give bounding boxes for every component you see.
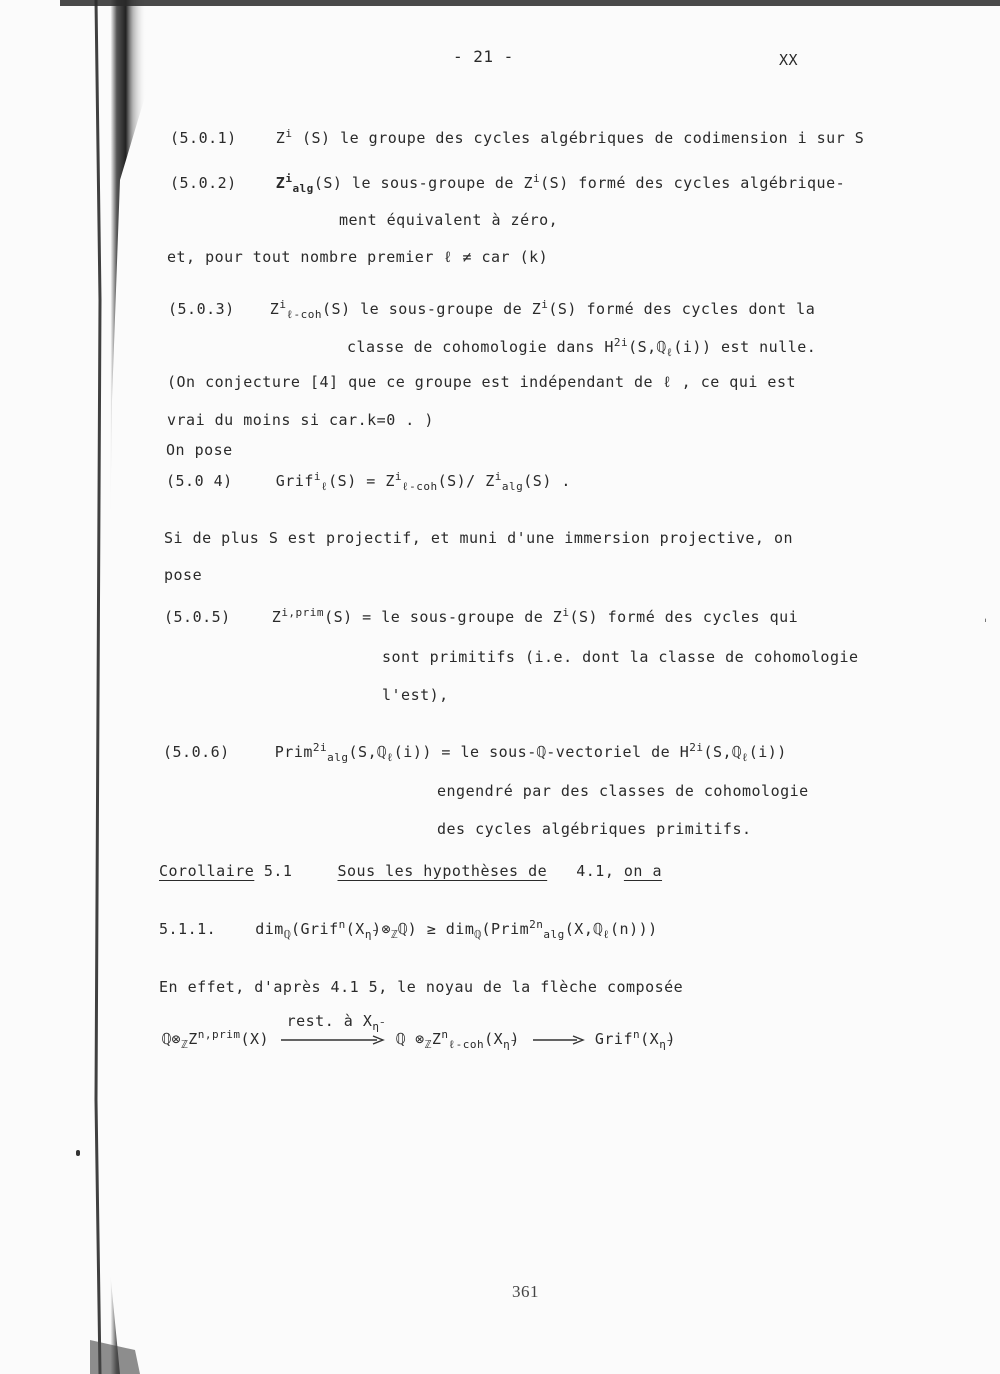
sym-z: Z <box>275 129 286 147</box>
text: ) <box>666 1030 676 1048</box>
sup: 2i <box>689 741 704 754</box>
sub: ℓ-coh <box>448 1038 485 1051</box>
cont-5-0-3 <box>347 336 816 360</box>
text-5-0-3: (S) le sous-groupe de Z <box>322 300 542 318</box>
sub: alg <box>292 182 314 195</box>
corollary-5-1 <box>159 862 662 880</box>
label-5-0-5: (5.0.5) <box>164 608 231 626</box>
sup: n,prim <box>197 1028 241 1041</box>
scan-top-edge <box>60 0 1000 6</box>
sup: i <box>533 172 541 185</box>
label-5-0-6: (5.0.6) <box>163 743 230 761</box>
text-5-0-2: (S) le sous-groupe de Z <box>313 174 534 192</box>
text: (X <box>484 1030 504 1048</box>
text: (S)/ Z <box>437 472 495 490</box>
text: on a <box>623 862 663 880</box>
text-5-0-2b: (S) formé des cycles algébrique- <box>540 174 846 192</box>
text: rest. à X <box>286 1011 373 1030</box>
sub: ℤ <box>391 928 399 941</box>
sub: η̄ <box>503 1038 511 1051</box>
text: (X) <box>240 1030 270 1048</box>
en-effet-line: En effet, d'après 4.1 5, le noyau de la flèche composée <box>159 978 684 996</box>
text: (X <box>345 920 365 938</box>
vrai-line: vrai du moins si car.k=0 . ) <box>167 411 434 429</box>
sym-z: Z <box>269 300 280 318</box>
text: (S) . <box>523 472 571 490</box>
page-header-number: - 21 - <box>453 47 514 66</box>
text: (Prim <box>481 920 530 938</box>
text: (i)) = le sous-ℚ-vectoriel de H <box>393 743 690 761</box>
sup: n <box>633 1028 641 1041</box>
sub: alg <box>543 928 565 941</box>
et-pour-line: et, pour tout nombre premier ℓ ≠ car (k) <box>167 248 549 266</box>
sub: ℓ <box>602 928 611 941</box>
text: 4.1, <box>576 862 615 880</box>
margin-speck: ˈ <box>982 617 990 631</box>
text: ℚ ⊗ <box>396 1030 425 1048</box>
text: (S,ℚ <box>628 338 667 356</box>
sup: i <box>285 127 293 140</box>
sup: 2n <box>529 918 544 931</box>
text: Prim <box>274 743 313 761</box>
footer-page-number: 361 <box>512 1282 539 1301</box>
sup: i <box>279 298 287 311</box>
text: ℚ) ≥ dim <box>398 920 475 938</box>
sup: 2i <box>312 741 328 754</box>
text: (X <box>640 1030 660 1048</box>
label-5-0-4: (5.0 4) <box>166 472 233 490</box>
sup: n <box>338 918 346 931</box>
sub: ℓ-coh <box>286 308 323 321</box>
cont-5-0-6-a: engendré par des classes de cohomologie <box>437 782 809 800</box>
cont-5-0-5-b: l'est), <box>382 686 449 704</box>
restriction-arrow <box>279 1011 387 1048</box>
text: Grif <box>594 1030 633 1048</box>
text: Grif <box>275 472 314 490</box>
text-5-0-1: (S) le groupe des cycles algébriques de codimension i sur S <box>301 129 865 147</box>
text: (S,ℚ <box>703 743 742 761</box>
eq-5-0-1 <box>170 127 864 147</box>
arrow-label <box>287 1012 380 1033</box>
text: classe de cohomologie dans H <box>347 338 614 356</box>
page-header-roman: XX <box>779 51 799 69</box>
eq-5-1-1 <box>159 918 658 942</box>
sub: η̄ <box>659 1038 667 1051</box>
eq-5-0-2 <box>170 172 845 195</box>
sub: ℓ <box>666 346 674 359</box>
label-5-1-1: 5.1.1. <box>159 920 217 938</box>
sub: ℓ <box>741 751 749 764</box>
on-pose-line: On pose <box>166 441 233 459</box>
text: dim <box>255 920 284 938</box>
eq-5-0-3 <box>168 298 815 322</box>
scanned-binding-shadow <box>0 0 150 1374</box>
sub: ℓ <box>321 480 329 493</box>
sym-z: Z <box>431 1030 442 1048</box>
sub: ℤ <box>424 1038 432 1051</box>
eq-5-0-6 <box>163 741 787 765</box>
sym-z: Z <box>271 608 282 626</box>
corollary-number: 5.1 <box>263 862 293 880</box>
margin-speck <box>76 1150 80 1156</box>
long-arrow-icon <box>529 1032 585 1048</box>
sup: i <box>541 298 549 311</box>
sup: i <box>494 470 502 483</box>
eq-5-0-4 <box>166 470 571 494</box>
sup: 2i <box>613 336 629 349</box>
text: (S) = Z <box>328 472 395 490</box>
sup: i <box>394 470 402 483</box>
on-conjecture-line: (On conjecture [4] que ce groupe est indépendant de ℓ , ce qui est <box>167 373 797 391</box>
sub: η̄ <box>364 928 372 941</box>
text-5-0-3b: (S) formé des cycles dont la <box>548 300 816 318</box>
text: ℚ⊗ <box>162 1030 182 1048</box>
text: (S) = le sous-groupe de Z <box>324 608 563 626</box>
sup: i <box>285 172 293 185</box>
text: (Grif <box>290 920 339 938</box>
label-5-0-1: (5.0.1) <box>170 129 237 147</box>
label-5-0-2: (5.0.2) <box>170 174 237 192</box>
pose-line: pose <box>164 566 203 584</box>
sub: ℚ <box>283 928 291 941</box>
cont-5-0-2: ment équivalent à zéro, <box>339 211 559 229</box>
sup: n <box>441 1028 449 1041</box>
sym-z: Z <box>188 1030 198 1048</box>
text: Sous les hypothèses de <box>337 862 548 880</box>
sub: alg <box>327 751 349 764</box>
text: ) <box>510 1030 520 1048</box>
sup: i,prim <box>281 606 325 619</box>
sub: ℚ <box>474 928 482 941</box>
sup: i <box>562 606 570 619</box>
sub: alg <box>501 480 524 493</box>
cont-5-0-6-b: des cycles algébriques primitifs. <box>437 820 752 838</box>
text: (n))) <box>610 920 658 938</box>
text: (i)) <box>748 743 787 761</box>
sup: i <box>313 470 322 483</box>
text: )⊗ <box>371 920 391 938</box>
corollary-label: Corollaire <box>159 862 255 880</box>
long-arrow-icon <box>279 1032 387 1048</box>
si-de-plus-line: Si de plus S est projectif, et muni d'une immersion projective, on <box>164 529 794 547</box>
composite-arrow-line <box>162 1011 676 1052</box>
text: (i)) est nulle. <box>673 338 817 356</box>
text: (X,ℚ <box>564 920 603 938</box>
sub: ℓ-coh <box>401 480 438 493</box>
sub: η̄ <box>372 1019 380 1033</box>
sub: ℤ <box>181 1038 189 1051</box>
sym-z: Z <box>275 174 286 192</box>
sub: ℓ <box>386 751 394 764</box>
cont-5-0-5-a: sont primitifs (i.e. dont la classe de cohomologie <box>382 648 859 666</box>
label-5-0-3: (5.0.3) <box>168 300 235 318</box>
text: (S,ℚ <box>348 743 387 761</box>
text: (S) formé des cycles qui <box>569 608 799 626</box>
eq-5-0-5 <box>164 606 798 626</box>
